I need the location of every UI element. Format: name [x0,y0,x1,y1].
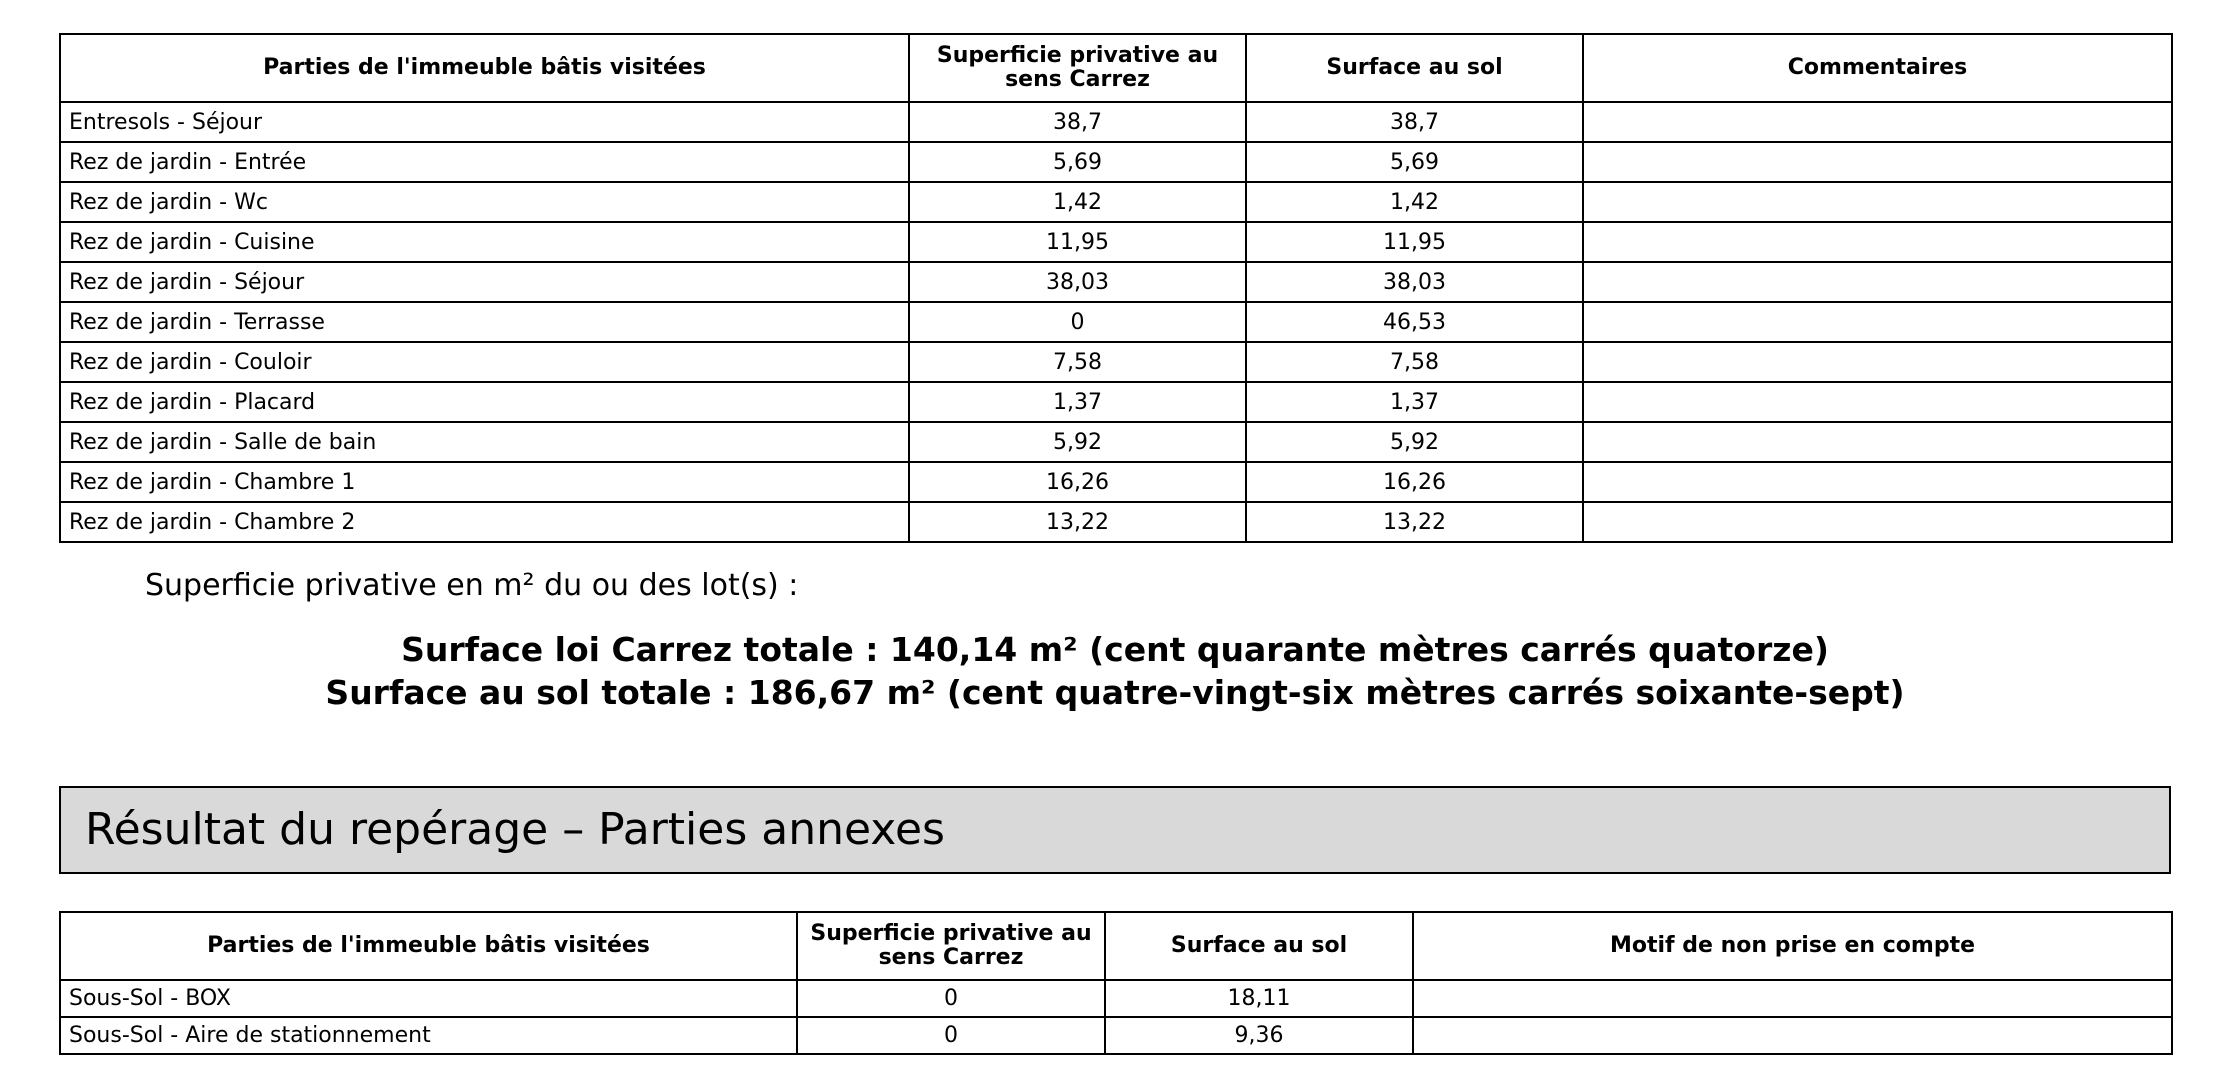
header-carrez: Superficie privative au sens Carrez [909,34,1246,102]
cell-carrez: 0 [797,1017,1105,1054]
header-sol: Surface au sol [1246,34,1583,102]
cell-part: Rez de jardin - Placard [60,382,909,422]
cell-carrez: 7,58 [909,342,1246,382]
annex-section-title: Résultat du repérage – Parties annexes [85,804,945,855]
cell-carrez: 5,92 [909,422,1246,462]
table-header-row [60,34,2172,102]
cell-comment [1583,502,2172,542]
cell-part: Rez de jardin - Salle de bain [60,422,909,462]
table-row [60,502,2172,542]
cell-comment [1583,182,2172,222]
cell-part: Rez de jardin - Couloir [60,342,909,382]
cell-reason [1413,980,2172,1017]
cell-comment [1583,382,2172,422]
table-row [60,222,2172,262]
cell-sol: 16,26 [1246,462,1583,502]
cell-sol: 5,92 [1246,422,1583,462]
header-parts: Parties de l'immeuble bâtis visitées [60,912,797,980]
cell-part: Rez de jardin - Chambre 1 [60,462,909,502]
cell-part: Rez de jardin - Entrée [60,142,909,182]
annex-surface-table [59,911,2173,1055]
cell-part: Rez de jardin - Séjour [60,262,909,302]
table-header-row [60,912,2172,980]
header-sol: Surface au sol [1105,912,1413,980]
table-row [60,342,2172,382]
cell-comment [1583,342,2172,382]
cell-carrez: 1,42 [909,182,1246,222]
cell-sol: 18,11 [1105,980,1413,1017]
cell-comment [1583,262,2172,302]
cell-part: Entresols - Séjour [60,102,909,142]
cell-reason [1413,1017,2172,1054]
cell-comment [1583,462,2172,502]
cell-sol: 46,53 [1246,302,1583,342]
cell-sol: 7,58 [1246,342,1583,382]
table-row [60,1017,2172,1054]
header-comments: Commentaires [1583,34,2172,102]
cell-sol: 38,7 [1246,102,1583,142]
table-row [60,980,2172,1017]
cell-part: Sous-Sol - Aire de stationnement [60,1017,797,1054]
cell-comment [1583,222,2172,262]
cell-carrez: 16,26 [909,462,1246,502]
sol-total: Surface au sol totale : 186,67 m² (cent quatre-vingt-six mètres carrés soixante-sept) [325,673,1905,712]
cell-sol: 9,36 [1105,1017,1413,1054]
cell-comment [1583,142,2172,182]
carrez-total: Surface loi Carrez totale : 140,14 m² (cent quarante mètres carrés quatorze) [401,630,1829,669]
cell-carrez: 38,7 [909,102,1246,142]
table-row [60,182,2172,222]
header-parts: Parties de l'immeuble bâtis visitées [60,34,909,102]
cell-sol: 1,42 [1246,182,1583,222]
cell-part: Sous-Sol - BOX [60,980,797,1017]
cell-sol: 13,22 [1246,502,1583,542]
header-reason: Motif de non prise en compte [1413,912,2172,980]
cell-sol: 5,69 [1246,142,1583,182]
table-row [60,382,2172,422]
header-carrez: Superficie privative au sens Carrez [797,912,1105,980]
cell-carrez: 0 [797,980,1105,1017]
table-row [60,142,2172,182]
table-row [60,462,2172,502]
cell-part: Rez de jardin - Wc [60,182,909,222]
cell-comment [1583,102,2172,142]
annex-section-banner [59,786,2171,874]
cell-carrez: 0 [909,302,1246,342]
cell-part: Rez de jardin - Cuisine [60,222,909,262]
privative-surface-label: Superficie privative en m² du ou des lot(s) : [145,568,799,603]
cell-sol: 38,03 [1246,262,1583,302]
carrez-surface-table [59,33,2173,543]
table-row [60,422,2172,462]
table-row [60,262,2172,302]
cell-carrez: 1,37 [909,382,1246,422]
cell-comment [1583,422,2172,462]
cell-carrez: 13,22 [909,502,1246,542]
cell-part: Rez de jardin - Terrasse [60,302,909,342]
cell-carrez: 11,95 [909,222,1246,262]
cell-comment [1583,302,2172,342]
cell-carrez: 5,69 [909,142,1246,182]
table-row [60,102,2172,142]
table-row [60,302,2172,342]
cell-sol: 1,37 [1246,382,1583,422]
cell-carrez: 38,03 [909,262,1246,302]
cell-part: Rez de jardin - Chambre 2 [60,502,909,542]
cell-sol: 11,95 [1246,222,1583,262]
